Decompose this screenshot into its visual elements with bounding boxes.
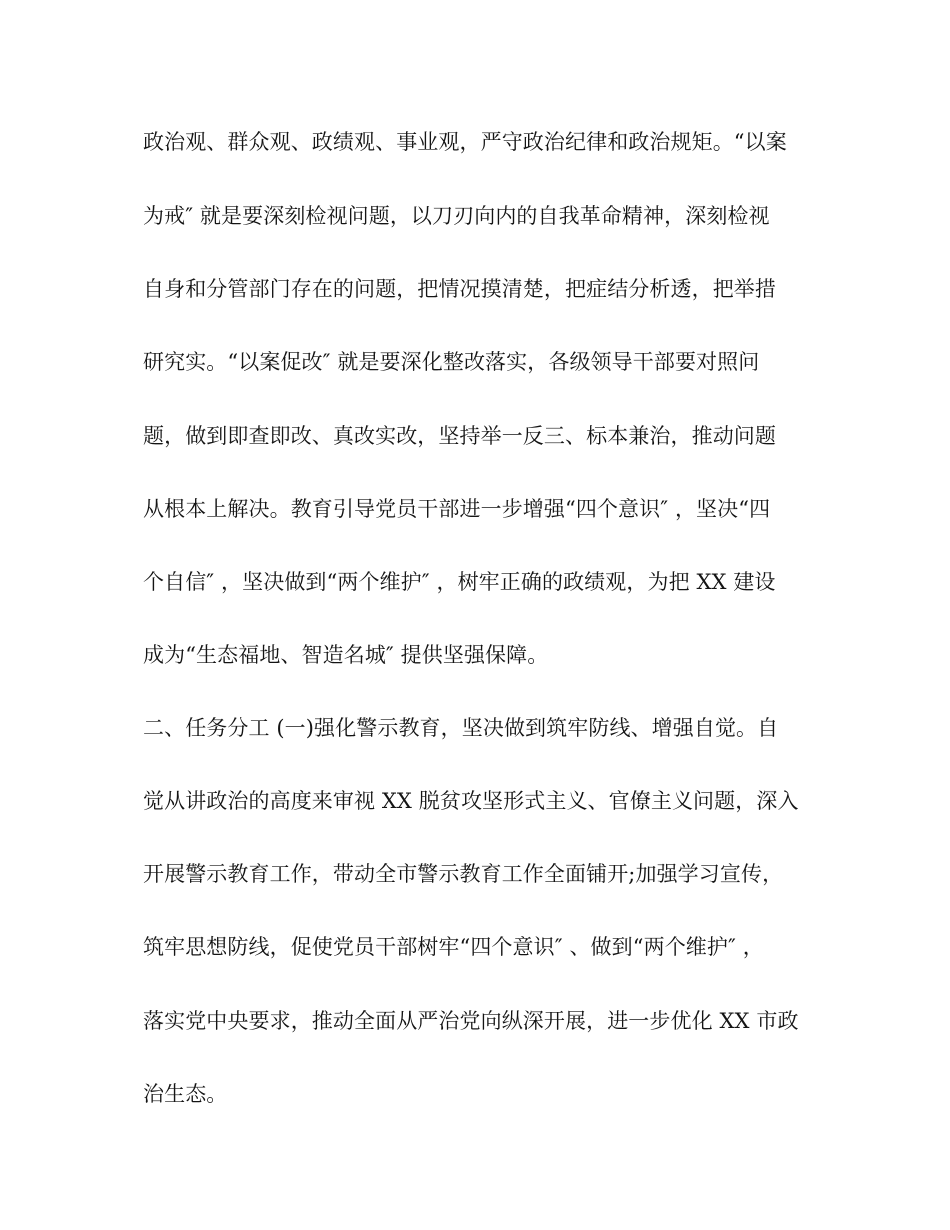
text-line: 开展警示教育工作，带动全市警示教育工作全面铺开;加强学习宣传， [143,862,784,886]
text-line: 研究实。“以案促改″ 就是要深化整改落实，各级领导干部要对照问 [143,350,760,374]
text-line: 治生态。 [143,1082,228,1106]
text-line: 个自信″ ，坚决做到“两个维护″ ，树牢正确的政绩观，为把 XX 建设 [143,570,776,594]
text-line: 为戒″ 就是要深刻检视问题，以刀刃向内的自我革命精神，深刻检视 [143,204,770,228]
text-line: 落实党中央要求，推动全面从严治党向纵深开展，进一步优化 XX 市政 [143,1009,799,1033]
text-line: 自身和分管部门存在的问题，把情况摸清楚，把症结分析透，把举措 [143,277,776,301]
text-line: 题，做到即查即改、真改实改，坚持举一反三、标本兼治，推动问题 [143,424,776,448]
text-line: 成为“生态福地、智造名城″ 提供坚强保障。 [143,643,549,667]
text-line: 筑牢思想防线，促使党员干部树牢“四个意识″ 、做到“两个维护″ ， [143,935,764,959]
text-line: 二、任务分工 (一)强化警示教育，坚决做到筑牢防线、增强自觉。自 [143,716,779,740]
text-line: 政治观、群众观、政绩观、事业观，严守政治纪律和政治规矩。“以案 [143,130,787,154]
text-line: 从根本上解决。教育引导党员干部进一步增强“四个意识″ ，坚决“四 [143,497,771,521]
text-line: 觉从讲政治的高度来审视 XX 脱贫攻坚形式主义、官僚主义问题，深入 [143,789,799,813]
